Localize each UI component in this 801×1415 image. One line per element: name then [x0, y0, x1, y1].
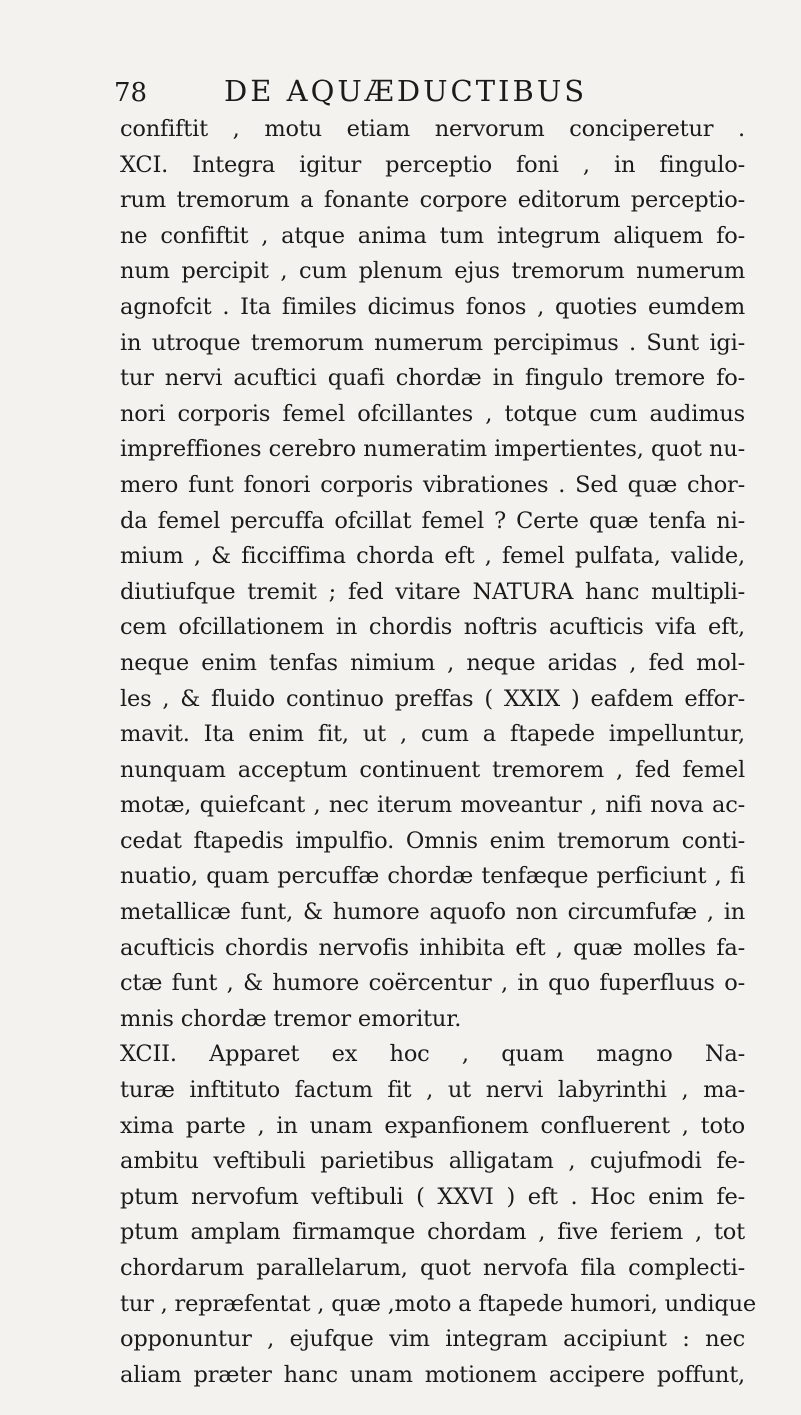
text-line: nori corporis femel ofcillantes , totque cum audimus — [120, 400, 745, 427]
text-line: diutiufque tremit ; fed vitare NATURA hanc multipli- — [120, 578, 745, 605]
text-line: acufticis chordis nervofis inhibita eft , quæ molles fa- — [120, 934, 745, 961]
text-line: XCII. Apparet ex hoc , quam magno Na- — [120, 1041, 745, 1068]
text-line: ne confiftit , atque anima tum integrum aliquem fo- — [120, 222, 745, 249]
text-line: rum tremorum a fonante corpore editorum perceptio- — [120, 187, 745, 214]
text-line: impreffiones cerebro numeratim impertientes, quot nu- — [120, 436, 745, 463]
text-line: turæ inftituto factum fit , ut nervi labyrinthi , ma- — [120, 1077, 745, 1104]
text-line: chordarum parallelarum, quot nervofa fila complecti- — [120, 1255, 745, 1281]
text-line: aliam præter hanc unam motionem accipere poffunt, — [120, 1361, 745, 1388]
text-line: nuatio, quam percuffæ chordæ tenfæque perficiunt , fi — [120, 863, 745, 890]
text-line: motæ, quiefcant , nec iterum moveantur , nifi nova ac- — [120, 792, 745, 819]
text-line: ctæ funt , & humore coërcentur , in quo fuperfluus o- — [120, 970, 745, 997]
body-text — [120, 112, 757, 1393]
text-line: les , & fluido continuo preffas ( XXIX ) eafdem effor- — [120, 685, 745, 712]
text-line: mavit. Ita enim fit, ut , cum a ftapede impelluntur, — [120, 721, 745, 748]
text-line: cem ofcillationem in chordis noftris acufticis vifa eft, — [120, 614, 745, 641]
text-line: opponuntur , ejufque vim integram accipiunt : nec — [120, 1326, 745, 1353]
text-line: tur nervi acuftici quafi chordæ in fingulo tremore fo- — [120, 365, 745, 392]
text-line: ptum nervofum veftibuli ( XXVI ) eft . Hoc enim fe- — [120, 1183, 745, 1210]
text-line: mnis chordæ tremor emoritur. — [120, 1005, 462, 1032]
text-line: agnofcit . Ita fimiles dicimus fonos , quoties eumdem — [120, 293, 745, 320]
text-line: neque enim tenfas nimium , neque aridas , fed mol- — [120, 649, 745, 676]
page-header — [112, 72, 732, 112]
running-title: DE AQUÆDUCTIBUS — [224, 74, 588, 108]
text-line: cedat ftapedis impulfio. Omnis enim tremorum conti- — [120, 827, 745, 854]
text-line: num percipit , cum plenum ejus tremorum numerum — [120, 258, 745, 285]
text-line: in utroque tremorum numerum percipimus . Sunt igi- — [120, 329, 745, 356]
text-line: ptum amplam firmamque chordam , five feriem , tot — [120, 1219, 745, 1246]
page-number: 78 — [114, 78, 148, 108]
text-line: XCI. Integra igitur perceptio foni , in fingulo- — [120, 151, 745, 178]
text-line: mium , & ficciffima chorda eft , femel pulfata, valide, — [120, 543, 745, 570]
text-line: confiftit , motu etiam nervorum conciperetur . — [120, 116, 745, 142]
text-line: mero funt fonori corporis vibrationes . Sed quæ chor- — [120, 471, 745, 498]
text-line: da femel percuffa ofcillat femel ? Certe quæ tenfa ni- — [120, 507, 745, 534]
text-line: metallicæ funt, & humore aquofo non circumfufæ , in — [120, 899, 745, 926]
text-line: tur , repræfentat , quæ ,moto a ftapede humori, undique — [120, 1290, 757, 1317]
text-line: xima parte , in unam expanfionem confluerent , toto — [120, 1112, 745, 1139]
text-line: nunquam acceptum continuent tremorem , fed femel — [120, 756, 745, 783]
text-line: ambitu veftibuli parietibus alligatam , cujufmodi fe- — [120, 1148, 745, 1175]
